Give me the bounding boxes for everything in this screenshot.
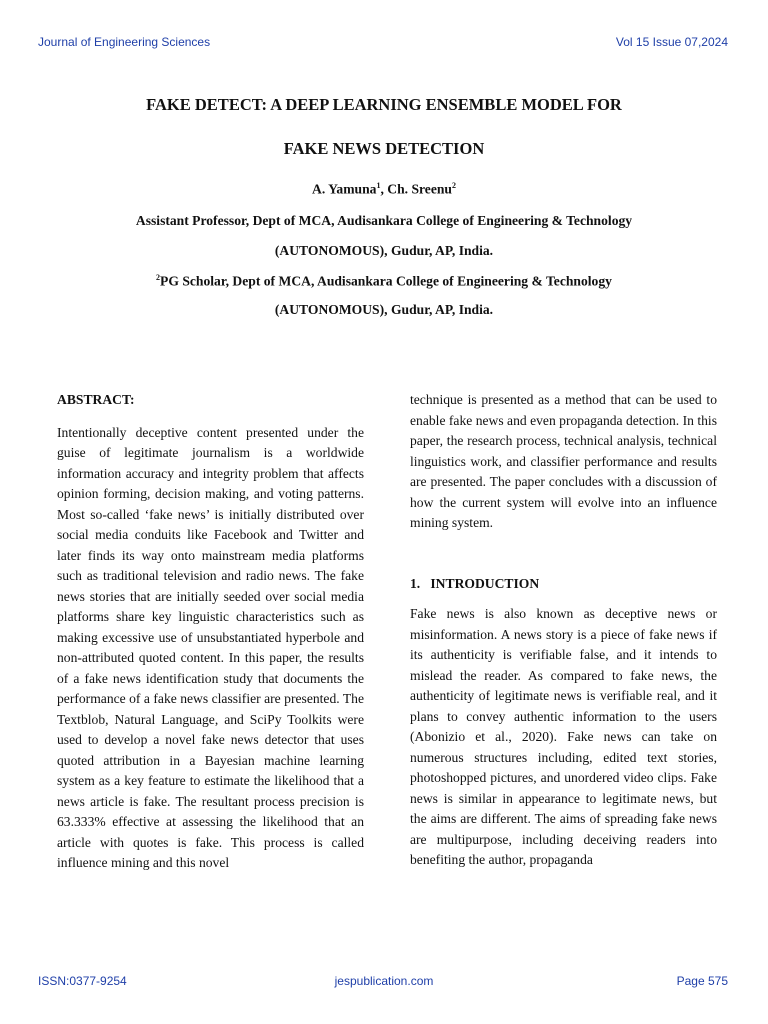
author-1: A. Yamuna <box>312 181 377 197</box>
affiliation-2-line-1 <box>0 273 768 290</box>
paper-title-line-1: FAKE DETECT: A DEEP LEARNING ENSEMBLE MODEL FOR <box>146 95 622 114</box>
issn: ISSN:0377-9254 <box>38 974 127 988</box>
author-2-affil-marker: 2 <box>451 181 456 190</box>
affiliation-2-text: PG Scholar, Dept of MCA, Audisankara College of Engineering & Technology <box>160 273 612 289</box>
affiliation-2-line-2: (AUTONOMOUS), Gudur, AP, India. <box>274 302 494 317</box>
introduction-heading: 1. INTRODUCTION <box>410 575 540 591</box>
journal-name: Journal of Engineering Sciences <box>38 35 211 49</box>
author-list <box>0 181 768 198</box>
author-1-affil-marker: 1 <box>376 181 381 190</box>
affiliation-2-marker: 2 <box>156 273 161 282</box>
volume-issue: Vol 15 Issue 07,2024 <box>615 35 728 49</box>
affiliation-1-line-2: (AUTONOMOUS), Gudur, AP, India. <box>274 243 494 258</box>
author-2: Ch. Sreenu <box>387 181 452 197</box>
publisher-site[interactable]: jespublication.com <box>334 974 434 988</box>
right-column <box>410 390 717 871</box>
abstract-continuation: technique is presented as a method that can be used to enable fake news and even propaganda detection. In this paper, the research process, technical analysis, technical linguistics work, and classifier performance and results are presented. The paper concludes with a discussion of how the current system will evolve into an influence mining system. <box>410 392 717 530</box>
introduction-body: Fake news is also known as deceptive news or misinformation. A news story is a piece of fake news if its authenticity is verifiable false, and it intends to mislead the reader. As compared to fake news, the authenticity of legitimate news is verifiable real, and it plans to convey authentic information to the users (Abonizio et al., 2020). Fake news can take on numerous structures including, edited text stories, photoshopped pictures, and unordered video clips. Fake news is similar in appearance to legitimate news, but the aims are different. The aims of spreading fake news are multipurpose, including deceiving readers into benefiting the author, propaganda <box>410 606 717 867</box>
paper-title-line-2: FAKE NEWS DETECTION <box>283 139 485 158</box>
left-column <box>57 390 364 874</box>
abstract-heading: ABSTRACT: <box>57 392 135 407</box>
author-separator: , <box>380 181 388 197</box>
affiliation-1-line-1: Assistant Professor, Dept of MCA, Audisankara College of Engineering & Technology <box>135 213 633 228</box>
page-number: Page 575 <box>676 974 728 988</box>
abstract-body: Intentionally deceptive content presented under the guise of legitimate journalism is a worldwide information accuracy and integrity problem that affects opinion forming, decision making, and voting patterns. Most so-called ‘fake news’ is initially distributed over social media conduits like Facebook and Twitter and later finds its way onto mainstream media platforms such as traditional television and radio news. The fake news stories that are initially seeded over social media platforms share key linguistic characteristics such as making excessive use of unsubstantiated hyperbole and non-attributed quoted content. In this paper, the results of a fake news identification study that documents the performance of a fake news classifier are presented. The Textblob, Natural Language, and SciPy Toolkits were used to develop a novel fake news detector that uses quoted attribution in a Bayesian machine learning system as a key feature to estimate the likelihood that a news article is fake. The resultant process precision is 63.333% effective at assessing the likelihood that an article with quotes is fake. This process is called influence mining and this novel <box>57 424 364 870</box>
